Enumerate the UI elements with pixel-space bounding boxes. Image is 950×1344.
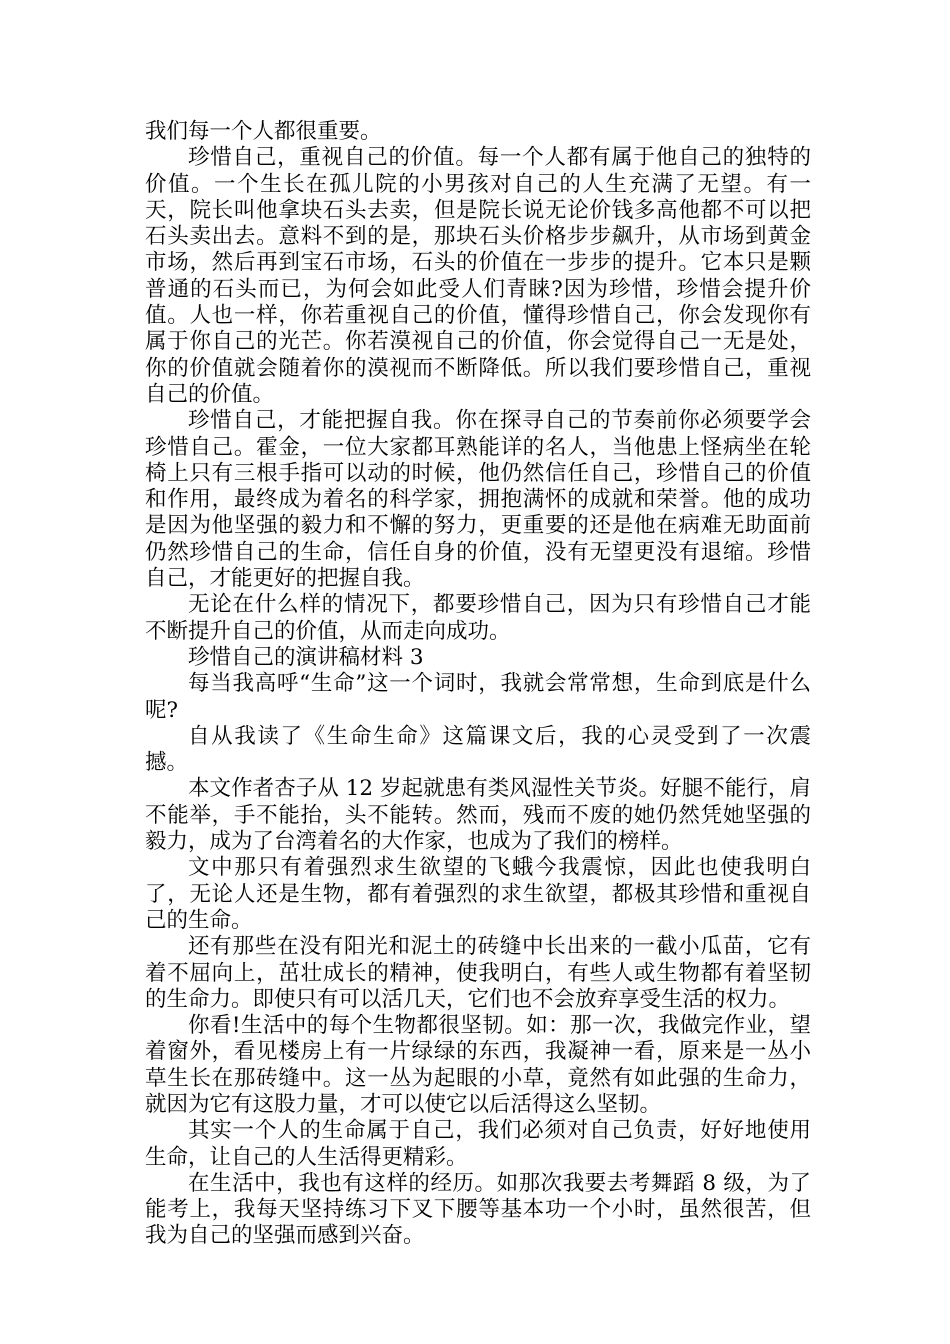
paragraph: 在生活中，我也有这样的经历。如那次我要去考舞蹈 8 级，为了能考上，我每天坚持练习下叉下腰等基本功一个小时，虽然很苦，但我为自己的坚强而感到兴奋。 [145, 1170, 811, 1249]
paragraph: 你看!生活中的每个生物都很坚韧。如：那一次，我做完作业，望着窗外，看见楼房上有一片绿绿的东西，我凝神一看，原来是一丛小草生长在那砖缝中。这一丛为起眼的小草，竟然有如此强的生命力，就因为它有这股力量，才可以使它以后活得这么坚韧。 [145, 1013, 811, 1117]
paragraph: 文中那只有着强烈求生欲望的飞蛾今我震惊，因此也使我明白了，无论人还是生物，都有着强烈的求生欲望，都极其珍惜和重视自己的生命。 [145, 855, 811, 933]
paragraph: 其实一个人的生命属于自己，我们必须对自己负责，好好地使用生命，让自己的人生活得更精彩。 [145, 1118, 811, 1170]
paragraph: 珍惜自己的演讲稿材料 3 [188, 644, 424, 670]
paragraph: 每当我高呼“生命”这一个词时，我就会常常想，生命到底是什么呢? [145, 671, 811, 723]
document-body [145, 119, 811, 1250]
paragraph: 珍惜自己，重视自己的价值。每一个人都有属于他自己的独特的价值。一个生长在孤儿院的小男孩对自己的人生充满了无望。有一天，院长叫他拿块石头去卖，但是院长说无论价钱多高他都不可以把石头卖出去。意料不到的是，那块石头价格步步飙升，从市场到黄金市场，然后再到宝石市场，石头的价值在一步步的提升。它本只是颗普通的石头而已，为何会如此受人们青睐?因为珍惜，珍惜会提升价值。人也一样，你若重视自己的价值，懂得珍惜自己，你会发现你有属于你自己的光芒。你若漠视自己的价值，你会觉得自己一无是处，你的价值就会随着你的漠视而不断降低。所以我们要珍惜自己，重视自己的价值。 [145, 145, 811, 407]
paragraph: 还有那些在没有阳光和泥土的砖缝中长出来的一截小瓜苗，它有着不屈向上，茁壮成长的精神，使我明白，有些人或生物都有着坚韧的生命力。即使只有可以活几天，它们也不会放弃享受生活的权力。 [145, 934, 811, 1012]
paragraph: 珍惜自己，才能把握自我。你在探寻自己的节奏前你必须要学会珍惜自己。霍金，一位大家都耳熟能详的名人，当他患上怪病坐在轮椅上只有三根手指可以动的时候，他仍然信任自己，珍惜自己的价值和作用，最终成为着名的科学家，拥抱满怀的成就和荣誉。他的成功是因为他坚强的毅力和不懈的努力，更重要的还是他在病难无助面前仍然珍惜自己的生命，信任自身的价值，没有无望更没有退缩。珍惜自己，才能更好的把握自我。 [145, 408, 811, 592]
paragraph: 我们每一个人都很重要。 [145, 119, 382, 144]
paragraph: 无论在什么样的情况下，都要珍惜自己，因为只有珍惜自己才能不断提升自己的价值，从而走向成功。 [145, 592, 811, 644]
paragraph: 本文作者杏子从 12 岁起就患有类风湿性关节炎。好腿不能行，肩不能举，手不能抬，头不能转。然而，残而不废的她仍然凭她坚强的毅力，成为了台湾着名的大作家，也成为了我们的榜样。 [145, 776, 811, 855]
paragraph: 自从我读了《生命生命》这篇课文后，我的心灵受到了一次震撼。 [145, 723, 811, 776]
